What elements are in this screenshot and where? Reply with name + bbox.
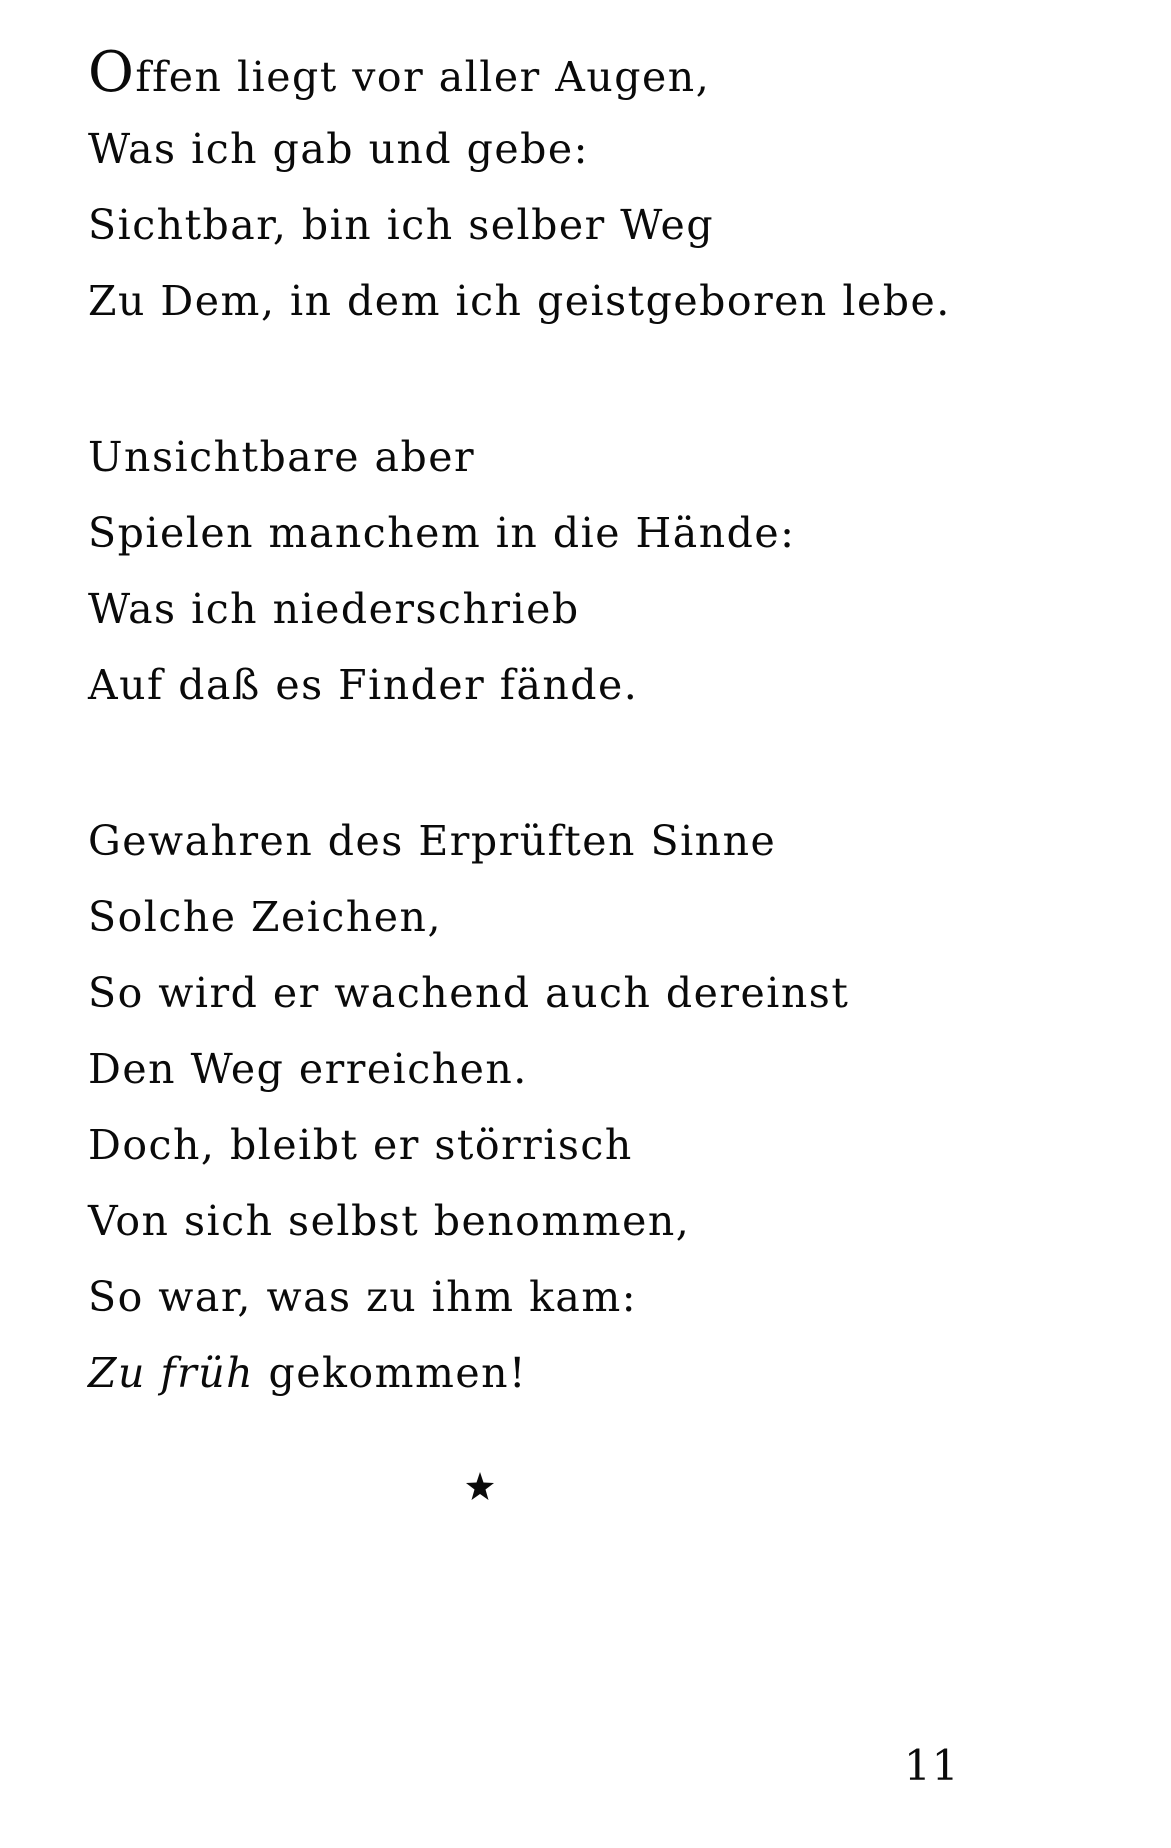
stanza-1: [88, 35, 1088, 339]
poem-line: Was ich niederschrieb: [88, 585, 580, 633]
poem: [88, 35, 1088, 1411]
star-icon: [463, 1470, 497, 1504]
page-number: 11: [904, 1741, 960, 1790]
poem-line: [88, 35, 1088, 111]
italic-emphasis: Zu früh: [88, 1349, 255, 1397]
poem-line: Solche Zeichen,: [88, 893, 442, 941]
poem-line: So war, was zu ihm kam:: [88, 1273, 638, 1321]
poem-line: So wird er wachend auch dereinst: [88, 969, 850, 1017]
poem-line: Von sich selbst benommen,: [88, 1197, 691, 1245]
poem-line: Doch, bleibt er störrisch: [88, 1121, 633, 1169]
stanza-2: [88, 419, 1088, 723]
stanza-3: [88, 803, 1088, 1411]
poem-line: Unsichtbare aber: [88, 433, 476, 481]
line-text: ffen liegt vor aller Augen,: [135, 53, 711, 101]
poem-line: Zu Dem, in dem ich geistgeboren lebe.: [88, 277, 951, 325]
drop-cap: O: [88, 40, 136, 105]
poem-line: Den Weg erreichen.: [88, 1045, 528, 1093]
poem-line: Spielen manchem in die Hände:: [88, 509, 796, 557]
poem-line: Sichtbar, bin ich selber Weg: [88, 201, 715, 249]
line-text: gekommen!: [254, 1349, 527, 1397]
poem-line: Auf daß es Finder fände.: [88, 661, 639, 709]
poem-line: [88, 1335, 1088, 1411]
poem-line: Gewahren des Erprüften Sinne: [88, 817, 777, 865]
poem-line: Was ich gab und gebe:: [88, 125, 589, 173]
